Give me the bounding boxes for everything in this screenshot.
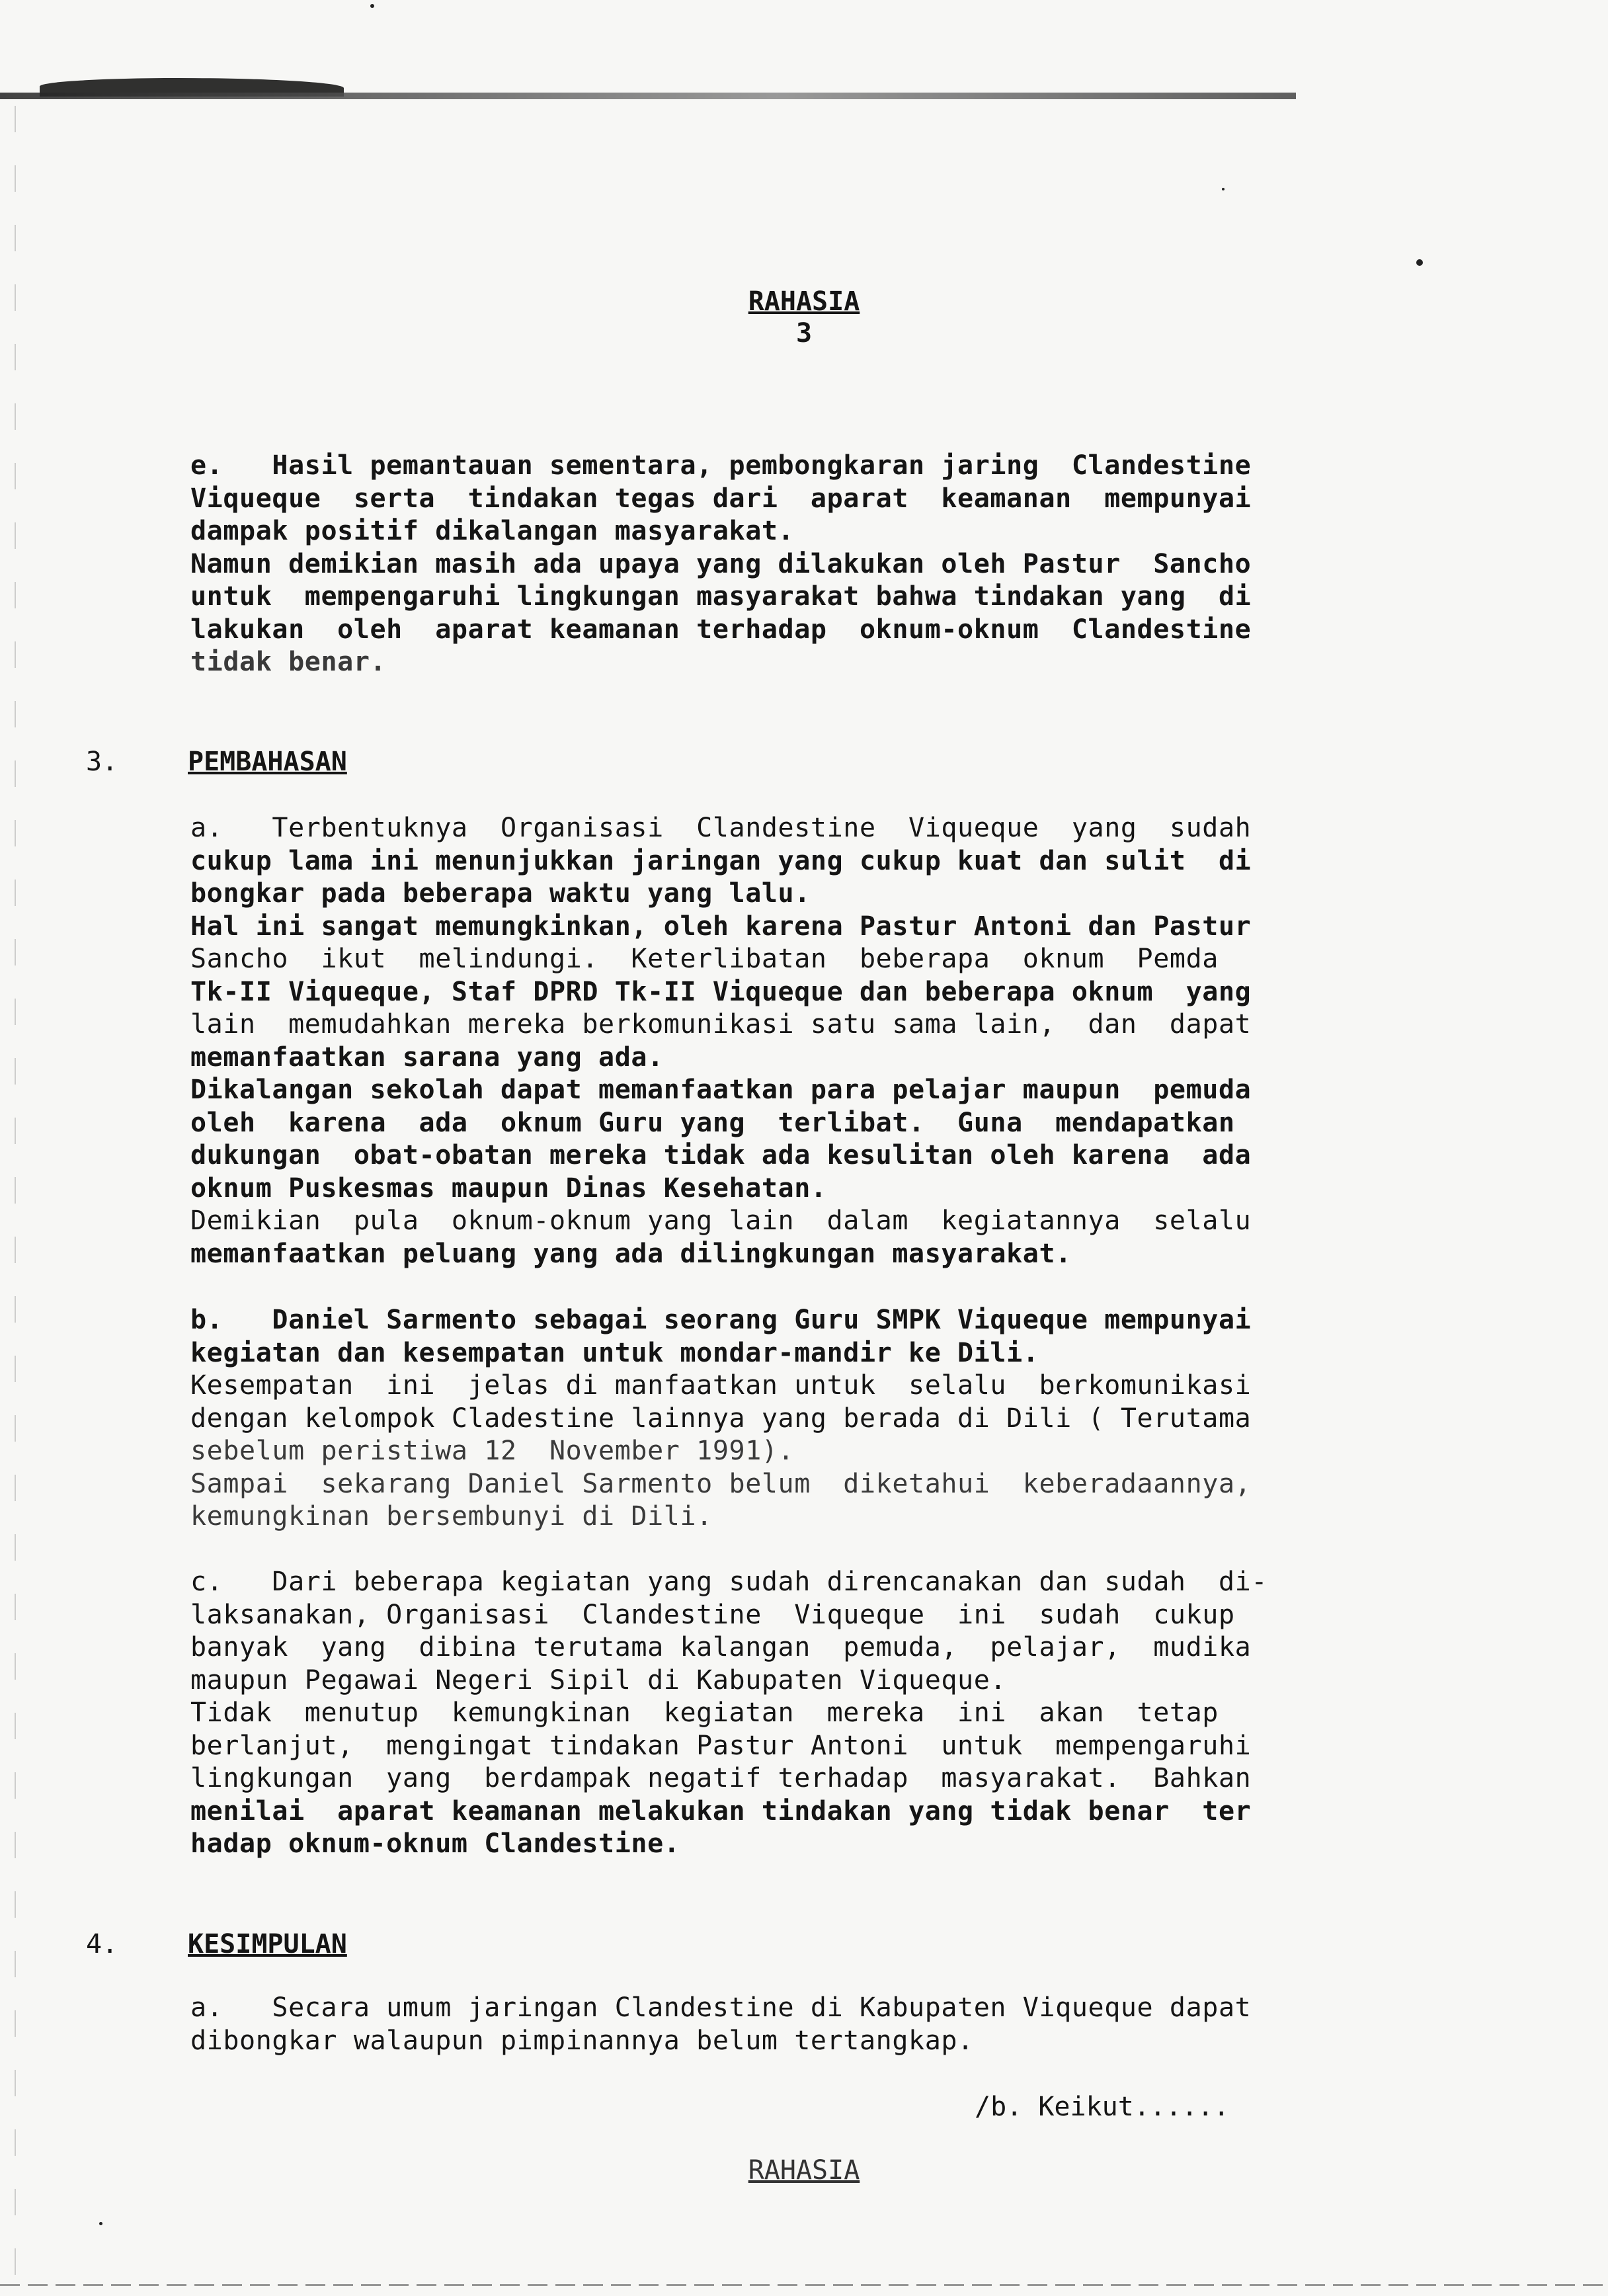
text-line: b. Daniel Sarmento sebagai seorang Guru SMPK Viqueque mempunyai <box>190 1305 1252 1335</box>
text-line: Dikalangan sekolah dapat memanfaatkan para pelajar maupun pemuda <box>190 1075 1252 1105</box>
page-header <box>0 286 1608 349</box>
text-line: Namun demikian masih ada upaya yang dilakukan oleh Pastur Sancho <box>190 548 1252 579</box>
text-line: dengan kelompok Cladestine lainnya yang berada di Dili ( Terutama <box>190 1403 1252 1434</box>
text-line: laksanakan, Organisasi Clandestine Viqueque ini sudah cukup <box>190 1599 1235 1630</box>
text-line: dampak positif dikalangan masyarakat. <box>190 516 795 546</box>
scan-speck <box>99 2222 102 2225</box>
page-number: 3 <box>795 318 813 348</box>
text-line: maupun Pegawai Negeri Sipil di Kabupaten Viqueque. <box>190 1664 1007 1696</box>
text-line: Viqueque serta tindakan tegas dari aparat keamanan mempunyai <box>190 483 1252 514</box>
text-line: cukup lama ini menunjukkan jaringan yang cukup kuat dan sulit di <box>190 845 1252 876</box>
section-number: 4. <box>86 1929 118 1959</box>
text-line: berlanjut, mengingat tindakan Pastur Antoni untuk mempengaruhi <box>190 1730 1252 1761</box>
text-line: menilai aparat keamanan melakukan tindakan yang tidak benar ter <box>190 1795 1252 1826</box>
classification-footer: RAHASIA <box>748 2155 860 2186</box>
continuation-note: /b. Keikut...... <box>975 2092 1230 2122</box>
scan-artifact <box>0 2284 1608 2286</box>
text-line: a. Terbentuknya Organisasi Clandestine Viqueque yang sudah <box>190 813 1252 843</box>
section-title: PEMBAHASAN <box>188 747 347 777</box>
text-line: untuk mempengaruhi lingkungan masyarakat bahwa tindakan yang di <box>190 581 1252 612</box>
paragraph-e <box>190 450 1472 679</box>
text-line: banyak yang dibina terutama kalangan pemuda, pelajar, mudika <box>190 1632 1252 1662</box>
text-line: dibongkar walaupun pimpinannya belum tertangkap. <box>190 2025 974 2056</box>
text-line: hadap oknum-oknum Clandestine. <box>190 1828 680 1859</box>
paragraph-3a <box>190 812 1472 1270</box>
paragraph-3b <box>190 1304 1472 1534</box>
text-line: Sancho ikut melindungi. Keterlibatan beberapa oknum Pemda <box>190 944 1219 974</box>
scan-speck <box>370 4 374 8</box>
text-line: memanfaatkan sarana yang ada. <box>190 1042 664 1073</box>
text-line: Kesempatan ini jelas di manfaatkan untuk selalu berkomunikasi <box>190 1370 1252 1401</box>
text-line: tidak benar. <box>190 647 387 677</box>
scan-artifact <box>15 106 16 2275</box>
text-line: oknum Puskesmas maupun Dinas Kesehatan. <box>190 1172 827 1204</box>
scan-speck <box>1222 188 1225 190</box>
paragraph-3c <box>190 1566 1472 1861</box>
section-title: KESIMPULAN <box>188 1929 347 1959</box>
text-line: Hal ini sangat memungkinkan, oleh karena Pastur Antoni dan Pastur <box>190 911 1252 942</box>
text-line: Demikian pula oknum-oknum yang lain dalam kegiatannya selalu <box>190 1206 1252 1236</box>
text-line: oleh karena ada oknum Guru yang terlibat. Guna mendapatkan <box>190 1107 1235 1138</box>
scan-artifact <box>0 93 1296 99</box>
paragraph-4a <box>190 1992 1472 2057</box>
text-line: kemungkinan bersembunyi di Dili. <box>190 1501 713 1532</box>
text-line: memanfaatkan peluang yang ada dilingkungan masyarakat. <box>190 1238 1072 1269</box>
text-line: Tk-II Viqueque, Staf DPRD Tk-II Viqueque dan beberapa oknum yang <box>190 976 1252 1007</box>
text-line: a. Secara umum jaringan Clandestine di Kabupaten Viqueque dapat <box>190 1992 1252 2023</box>
section-number: 3. <box>86 747 118 777</box>
text-line: sebelum peristiwa 12 November 1991). <box>190 1436 795 1466</box>
text-line: lain memudahkan mereka berkomunikasi satu sama lain, dan dapat <box>190 1009 1252 1040</box>
scan-speck <box>1416 259 1423 266</box>
text-line: kegiatan dan kesempatan untuk mondar-mandir ke Dili. <box>190 1337 1039 1368</box>
text-line: lakukan oleh aparat keamanan terhadap oknum-oknum Clandestine <box>190 614 1252 645</box>
text-line: lingkungan yang berdampak negatif terhadap masyarakat. Bahkan <box>190 1763 1252 1793</box>
text-line: c. Dari beberapa kegiatan yang sudah direncanakan dan sudah di- <box>190 1567 1268 1597</box>
text-line: Tidak menutup kemungkinan kegiatan mereka ini akan tetap <box>190 1698 1219 1728</box>
text-line: Sampai sekarang Daniel Sarmento belum diketahui keberadaannya, <box>190 1468 1252 1499</box>
text-line: bongkar pada beberapa waktu yang lalu. <box>190 878 811 909</box>
text-line: dukungan obat-obatan mereka tidak ada kesulitan oleh karena ada <box>190 1140 1252 1170</box>
text-line: e. Hasil pemantauan sementara, pembongkaran jaring Clandestine <box>190 450 1252 481</box>
classification-header: RAHASIA <box>748 286 860 317</box>
